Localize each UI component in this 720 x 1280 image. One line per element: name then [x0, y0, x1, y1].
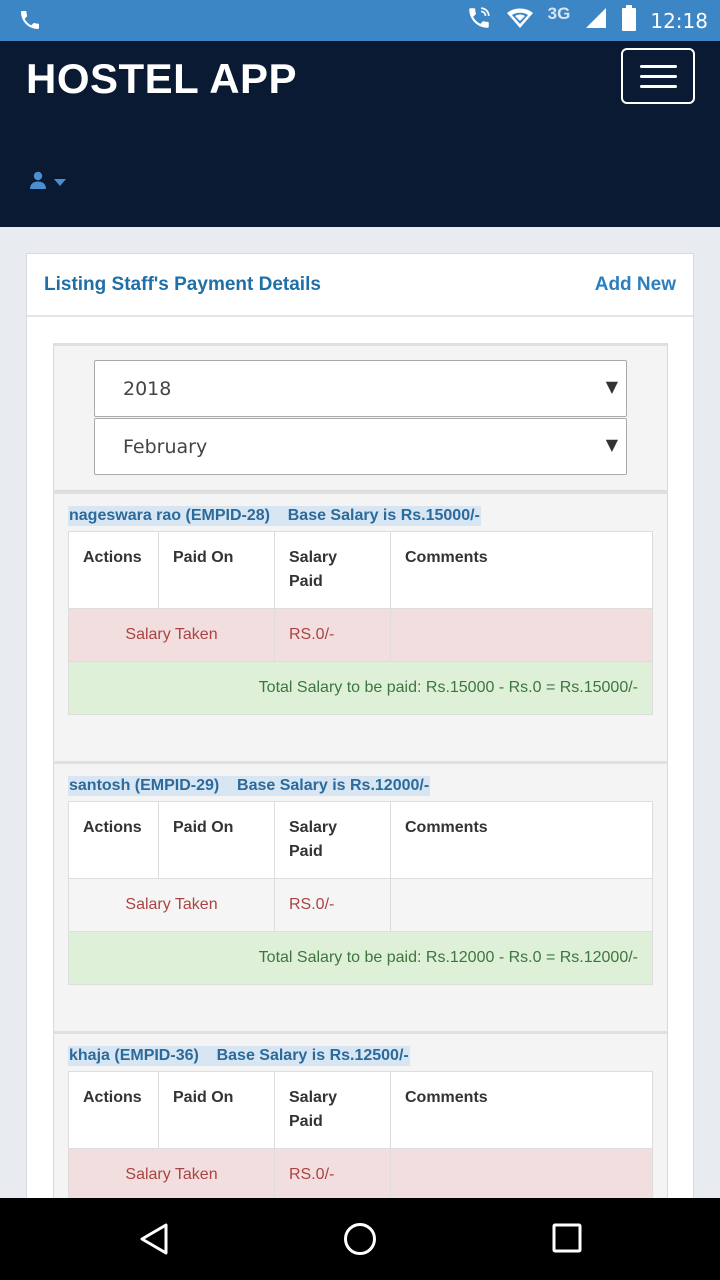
- col-actions: Actions: [69, 532, 159, 609]
- total-row: [69, 662, 653, 715]
- dropdown-arrow-icon: ▼: [605, 377, 618, 396]
- salary-paid-value: RS.0/-: [275, 879, 391, 932]
- employee-salary-block: [53, 491, 668, 763]
- col-comments: Comments: [391, 532, 653, 609]
- month-select[interactable]: [94, 418, 627, 475]
- comments-value: [391, 609, 653, 662]
- employee-heading: khaja (EMPID-36) Base Salary is Rs.12500/-: [69, 1047, 409, 1064]
- hamburger-line-icon: [640, 65, 677, 68]
- add-new-link[interactable]: Add New: [594, 273, 676, 295]
- salary-table: [68, 531, 653, 715]
- recents-icon[interactable]: [552, 1223, 582, 1258]
- col-actions: Actions: [69, 1072, 159, 1149]
- salary-taken-action[interactable]: Salary Taken: [69, 609, 275, 662]
- col-salary-paid: Salary Paid: [275, 1072, 391, 1149]
- user-icon: [30, 171, 46, 194]
- comments-value: [391, 879, 653, 932]
- hamburger-line-icon: [640, 85, 677, 88]
- filter-box: [53, 343, 668, 491]
- system-nav-bar: [0, 1198, 720, 1280]
- year-select-value: 2018: [123, 377, 172, 400]
- comments-value: [391, 1149, 653, 1202]
- table-header-row: [69, 1072, 653, 1149]
- col-comments: Comments: [391, 1072, 653, 1149]
- network-type: 3G: [547, 3, 571, 23]
- col-paid-on: Paid On: [159, 802, 275, 879]
- col-comments: Comments: [391, 802, 653, 879]
- total-salary-text: Total Salary to be paid: Rs.12000 - Rs.0 = Rs.12000/-: [69, 932, 653, 985]
- total-row: [69, 932, 653, 985]
- wifi-icon: [506, 6, 534, 35]
- col-paid-on: Paid On: [159, 1072, 275, 1149]
- salary-table: [68, 1071, 653, 1202]
- caret-down-icon: [54, 174, 66, 192]
- employee-salary-block: [53, 761, 668, 1033]
- back-icon[interactable]: [138, 1222, 170, 1261]
- salary-paid-value: RS.0/-: [275, 609, 391, 662]
- menu-toggle-button[interactable]: [621, 48, 695, 104]
- app-header: [0, 41, 720, 227]
- signal-icon: [584, 6, 608, 35]
- total-salary-text: Total Salary to be paid: Rs.15000 - Rs.0 = Rs.15000/-: [69, 662, 653, 715]
- user-dropdown[interactable]: [30, 171, 66, 194]
- table-header-row: [69, 532, 653, 609]
- phone-icon: [18, 8, 42, 37]
- hamburger-line-icon: [640, 75, 677, 78]
- wifi-calling-icon: [466, 5, 492, 36]
- salary-paid-value: RS.0/-: [275, 1149, 391, 1202]
- home-icon[interactable]: [343, 1222, 377, 1261]
- col-paid-on: Paid On: [159, 532, 275, 609]
- panel-title: Listing Staff's Payment Details: [44, 273, 321, 295]
- col-actions: Actions: [69, 802, 159, 879]
- dropdown-arrow-icon: ▼: [605, 435, 618, 454]
- col-salary-paid: Salary Paid: [275, 802, 391, 879]
- panel-header: [27, 254, 693, 317]
- clock: 12:18: [650, 8, 708, 33]
- month-select-value: February: [123, 435, 208, 458]
- table-row: [69, 879, 653, 932]
- employee-heading: nageswara rao (EMPID-28) Base Salary is Rs.15000/-: [69, 507, 480, 524]
- battery-icon: [622, 5, 636, 36]
- employee-heading: santosh (EMPID-29) Base Salary is Rs.12000/-: [69, 777, 430, 794]
- payment-details-panel: [26, 253, 694, 1213]
- salary-taken-action[interactable]: Salary Taken: [69, 1149, 275, 1202]
- year-select[interactable]: [94, 360, 627, 417]
- table-header-row: [69, 802, 653, 879]
- table-row: [69, 609, 653, 662]
- col-salary-paid: Salary Paid: [275, 532, 391, 609]
- salary-taken-action[interactable]: Salary Taken: [69, 879, 275, 932]
- salary-table: [68, 801, 653, 985]
- app-title: HOSTEL APP: [26, 55, 298, 102]
- table-row: [69, 1149, 653, 1202]
- status-bar: [0, 0, 720, 41]
